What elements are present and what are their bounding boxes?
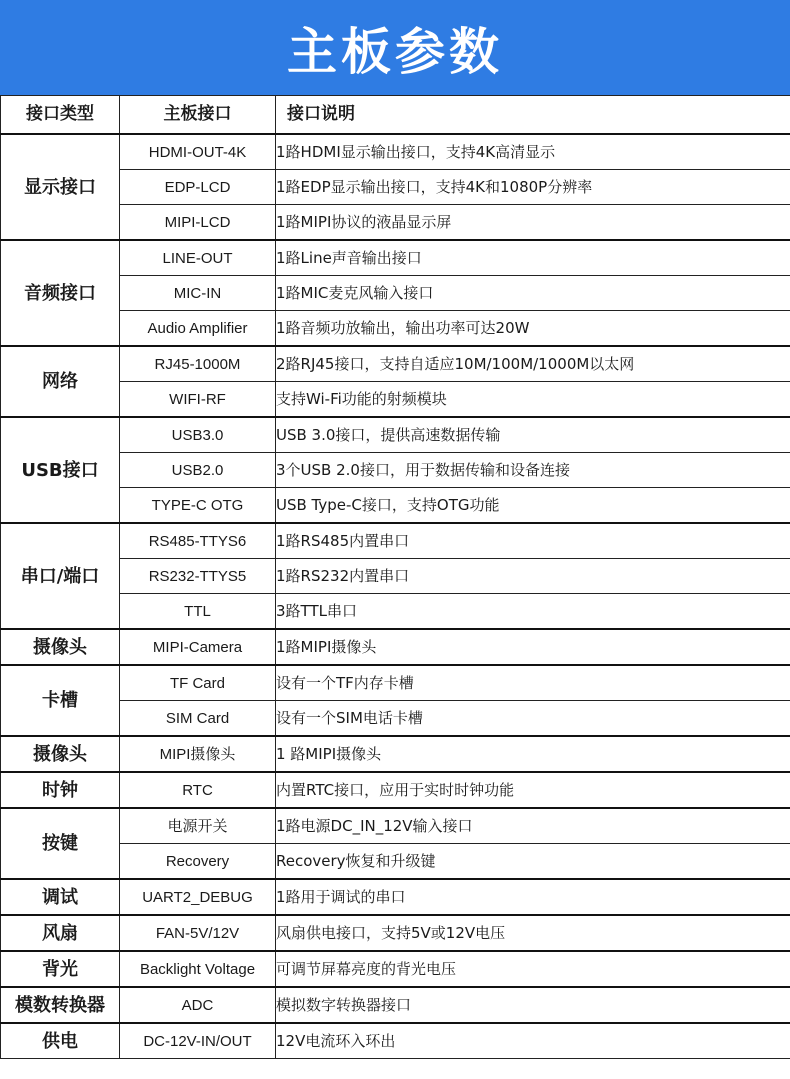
description-cell: 1路电源DC_IN_12V输入接口 [276, 808, 790, 844]
table-row [1, 382, 790, 418]
interface-cell: DC-12V-IN/OUT [120, 1023, 276, 1059]
interface-cell: RTC [120, 772, 276, 808]
table-row [1, 453, 790, 488]
table-row [1, 772, 790, 808]
category-cell: 背光 [1, 951, 120, 987]
interface-cell: MIPI摄像头 [120, 736, 276, 772]
interface-cell: EDP-LCD [120, 170, 276, 205]
category-cell: 调试 [1, 879, 120, 915]
category-cell: 供电 [1, 1023, 120, 1059]
table-row [1, 665, 790, 701]
interface-cell: USB3.0 [120, 417, 276, 453]
interface-cell: MIPI-LCD [120, 205, 276, 241]
description-cell: 可调节屏幕亮度的背光电压 [276, 951, 790, 987]
category-cell: 串口/端口 [1, 523, 120, 629]
category-cell: 摄像头 [1, 629, 120, 665]
table-row [1, 417, 790, 453]
table-row [1, 523, 790, 559]
table-row [1, 488, 790, 524]
description-cell: 模拟数字转换器接口 [276, 987, 790, 1023]
description-cell: 风扇供电接口，支持5V或12V电压 [276, 915, 790, 951]
description-cell: 内置RTC接口，应用于实时时钟功能 [276, 772, 790, 808]
category-cell: 显示接口 [1, 134, 120, 240]
description-cell: 1路音频功放输出，输出功率可达20W [276, 311, 790, 347]
interface-cell: ADC [120, 987, 276, 1023]
interface-cell: Recovery [120, 844, 276, 880]
description-cell: 2路RJ45接口，支持自适应10M/100M/1000M以太网 [276, 346, 790, 382]
interface-cell: FAN-5V/12V [120, 915, 276, 951]
description-cell: 3路TTL串口 [276, 594, 790, 630]
table-row [1, 594, 790, 630]
title-banner [0, 0, 790, 95]
description-cell: 支持Wi-Fi功能的射频模块 [276, 382, 790, 418]
interface-cell: SIM Card [120, 701, 276, 737]
interface-cell: 电源开关 [120, 808, 276, 844]
category-cell: 卡槽 [1, 665, 120, 736]
table-row [1, 205, 790, 241]
interface-cell: LINE-OUT [120, 240, 276, 276]
category-cell: 摄像头 [1, 736, 120, 772]
description-cell: 12V电流环入环出 [276, 1023, 790, 1059]
description-cell: 1路MIPI摄像头 [276, 629, 790, 665]
interface-cell: MIPI-Camera [120, 629, 276, 665]
interface-cell: MIC-IN [120, 276, 276, 311]
interface-cell: RS232-TTYS5 [120, 559, 276, 594]
interface-cell: Audio Amplifier [120, 311, 276, 347]
description-cell: 1路MIPI协议的液晶显示屏 [276, 205, 790, 241]
table-row [1, 808, 790, 844]
interface-cell: USB2.0 [120, 453, 276, 488]
category-cell: 风扇 [1, 915, 120, 951]
spec-table-body [1, 134, 790, 1059]
interface-cell: HDMI-OUT-4K [120, 134, 276, 170]
table-row [1, 276, 790, 311]
header-row [1, 96, 790, 135]
table-row [1, 629, 790, 665]
header-interface: 主板接口 [120, 96, 276, 135]
interface-cell: TF Card [120, 665, 276, 701]
description-cell: 1路EDP显示输出接口，支持4K和1080P分辨率 [276, 170, 790, 205]
description-cell: 3个USB 2.0接口，用于数据传输和设备连接 [276, 453, 790, 488]
category-cell: 模数转换器 [1, 987, 120, 1023]
table-row [1, 346, 790, 382]
interface-cell: UART2_DEBUG [120, 879, 276, 915]
table-row [1, 915, 790, 951]
table-row [1, 134, 790, 170]
table-row [1, 170, 790, 205]
header-description: 接口说明 [276, 96, 790, 135]
category-cell: USB接口 [1, 417, 120, 523]
interface-cell: WIFI-RF [120, 382, 276, 418]
description-cell: 1路Line声音输出接口 [276, 240, 790, 276]
table-row [1, 736, 790, 772]
page-title: 主板参数 [287, 22, 503, 81]
table-row [1, 701, 790, 737]
category-cell: 网络 [1, 346, 120, 417]
description-cell: 1 路MIPI摄像头 [276, 736, 790, 772]
table-row [1, 1023, 790, 1059]
header-category: 接口类型 [1, 96, 120, 135]
table-row [1, 987, 790, 1023]
description-cell: USB 3.0接口，提供高速数据传输 [276, 417, 790, 453]
description-cell: 设有一个SIM电话卡槽 [276, 701, 790, 737]
table-row [1, 879, 790, 915]
description-cell: 1路用于调试的串口 [276, 879, 790, 915]
description-cell: 设有一个TF内存卡槽 [276, 665, 790, 701]
interface-cell: Backlight Voltage [120, 951, 276, 987]
category-cell: 音频接口 [1, 240, 120, 346]
category-cell: 时钟 [1, 772, 120, 808]
table-row [1, 844, 790, 880]
interface-cell: TYPE-C OTG [120, 488, 276, 524]
interface-cell: TTL [120, 594, 276, 630]
category-cell: 按键 [1, 808, 120, 879]
description-cell: 1路RS232内置串口 [276, 559, 790, 594]
interface-cell: RS485-TTYS6 [120, 523, 276, 559]
table-row [1, 559, 790, 594]
description-cell: 1路MIC麦克风输入接口 [276, 276, 790, 311]
description-cell: USB Type-C接口，支持OTG功能 [276, 488, 790, 524]
interface-cell: RJ45-1000M [120, 346, 276, 382]
description-cell: Recovery恢复和升级键 [276, 844, 790, 880]
table-row [1, 311, 790, 347]
table-row [1, 951, 790, 987]
description-cell: 1路HDMI显示输出接口，支持4K高清显示 [276, 134, 790, 170]
spec-table [0, 95, 790, 1059]
table-row [1, 240, 790, 276]
description-cell: 1路RS485内置串口 [276, 523, 790, 559]
